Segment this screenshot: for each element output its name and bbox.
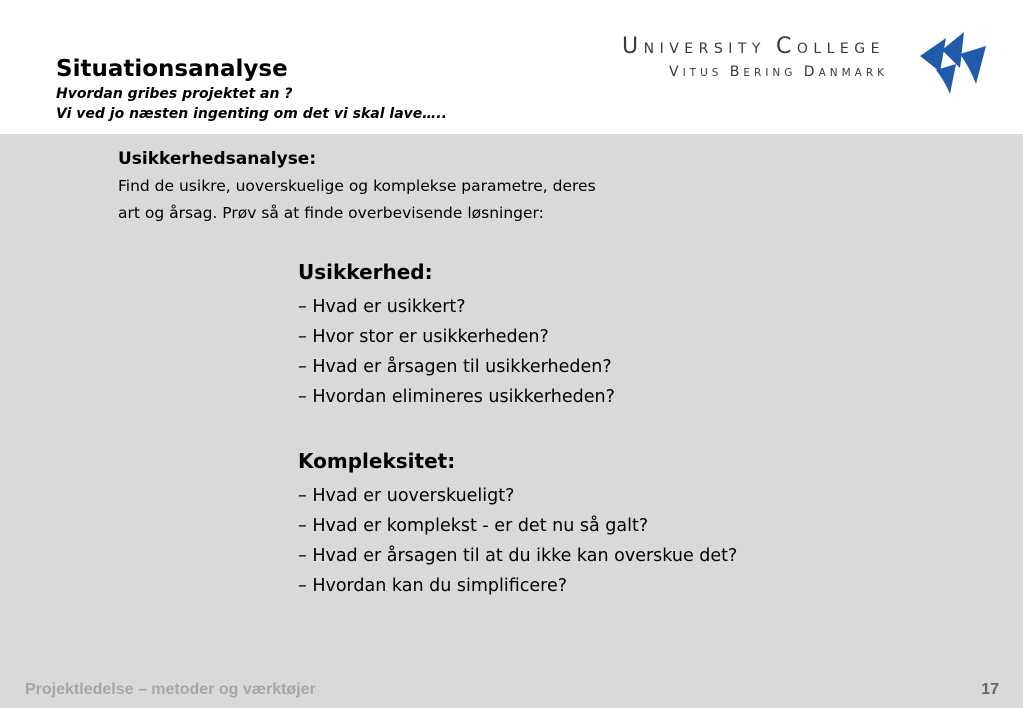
list-item: – Hvordan kan du simplificere? xyxy=(298,576,568,596)
footer-course-title: Projektledelse – metoder og værktøjer xyxy=(25,681,316,698)
sails-logo-icon xyxy=(916,28,988,96)
list-item: – Hvor stor er usikkerheden? xyxy=(298,327,549,347)
list-item: – Hvad er uoverskueligt? xyxy=(298,486,515,506)
section-title: Usikkerhedsanalyse: xyxy=(118,149,317,169)
page-number: 17 xyxy=(981,681,999,698)
uncertainty-list xyxy=(298,292,615,412)
complexity-group xyxy=(298,447,737,601)
list-item: – Hvad er årsagen til at du ikke kan overskue det? xyxy=(298,546,738,566)
logo-text-university-college: UNIVERSITY COLLEGE xyxy=(622,34,885,59)
complexity-list xyxy=(298,481,737,601)
slide-title: Situationsanalyse xyxy=(56,56,288,82)
list-item: – Hvad er usikkert? xyxy=(298,297,466,317)
uncertainty-group xyxy=(298,258,615,412)
section-description-line-1: Find de usikre, uoverskuelige og komplekse parametre, deres xyxy=(118,177,596,195)
list-item: – Hvordan elimineres usikkerheden? xyxy=(298,387,615,407)
list-item: – Hvad er komplekst - er det nu så galt? xyxy=(298,516,649,536)
uncertainty-heading: Usikkerhed: xyxy=(298,260,433,284)
slide-subtitle-line-2: Vi ved jo næsten ingenting om det vi skal lave….. xyxy=(56,106,447,122)
slide-subtitle-line-1: Hvordan gribes projektet an ? xyxy=(56,86,293,102)
slide-body xyxy=(0,134,1023,708)
slide-header xyxy=(0,0,1023,134)
logo-text-vitus-bering-danmark: VITUS BERING DANMARK xyxy=(669,64,889,80)
section-description-line-2: art og årsag. Prøv så at finde overbevisende løsninger: xyxy=(118,204,544,222)
complexity-heading: Kompleksitet: xyxy=(298,449,456,473)
list-item: – Hvad er årsagen til usikkerheden? xyxy=(298,357,612,377)
